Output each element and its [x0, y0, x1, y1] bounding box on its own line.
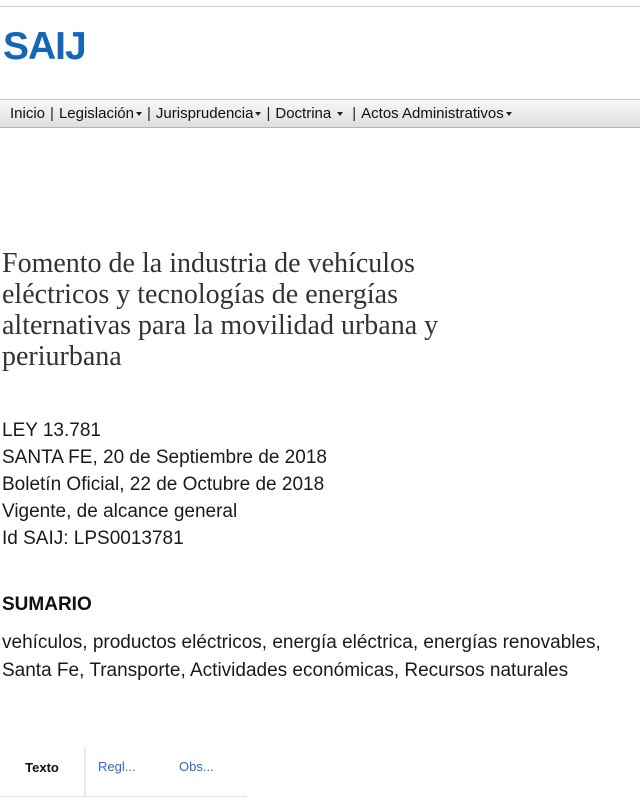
nav-item-jurisprudencia[interactable] [156, 105, 262, 122]
nav-label: Jurisprudencia [155, 105, 254, 122]
tab-reglamentacion[interactable] [98, 748, 136, 796]
saij-logo[interactable]: SAIJ [3, 25, 86, 68]
official-bulletin: Boletín Oficial, 22 de Octubre de 2018 [2, 474, 325, 495]
tab-label: Regl... [98, 759, 136, 774]
nav-label: Legislación [58, 105, 134, 122]
saij-id: Id SAIJ: LPS0013781 [2, 528, 184, 549]
validity-status: Vigente, de alcance general [2, 501, 238, 522]
jurisdiction-date: SANTA FE, 20 de Septiembre de 2018 [2, 447, 327, 468]
tab-label: Texto [25, 760, 59, 775]
sumario-heading: SUMARIO [2, 594, 92, 615]
tab-observaciones[interactable] [179, 748, 214, 796]
tabs-underline [0, 796, 247, 797]
document-metadata [2, 417, 327, 552]
nav-label: Actos Administrativos [361, 105, 504, 122]
tab-texto[interactable] [0, 748, 85, 796]
main-navigation [0, 99, 640, 128]
document-tabs [0, 748, 640, 800]
caret-down-icon [255, 112, 261, 116]
caret-down-icon [136, 112, 142, 116]
nav-label: Doctrina [275, 105, 332, 122]
nav-separator: | [50, 105, 54, 122]
caret-down-icon [337, 112, 343, 116]
document-title: Fomento de la industria de vehículos eléctricos y tecnologías de energías alternativas para la movilidad urbana y periurbana [2, 248, 439, 372]
top-divider [0, 6, 640, 7]
nav-separator: | [147, 105, 151, 122]
caret-down-icon [506, 112, 512, 116]
nav-item-legislacion[interactable] [59, 105, 142, 122]
sumario-text: vehículos, productos eléctricos, energía eléctrica, energías renovables, Santa Fe, Transporte, Actividades económicas, Recursos naturales [2, 632, 601, 681]
tab-label: Obs... [179, 759, 214, 774]
nav-item-inicio[interactable] [10, 105, 45, 122]
nav-separator: | [352, 105, 357, 122]
nav-item-doctrina[interactable] [275, 105, 343, 122]
law-number: LEY 13.781 [2, 420, 101, 441]
nav-separator: | [266, 105, 271, 122]
nav-label: Inicio [10, 105, 46, 122]
nav-item-actos-administrativos[interactable] [361, 105, 512, 122]
